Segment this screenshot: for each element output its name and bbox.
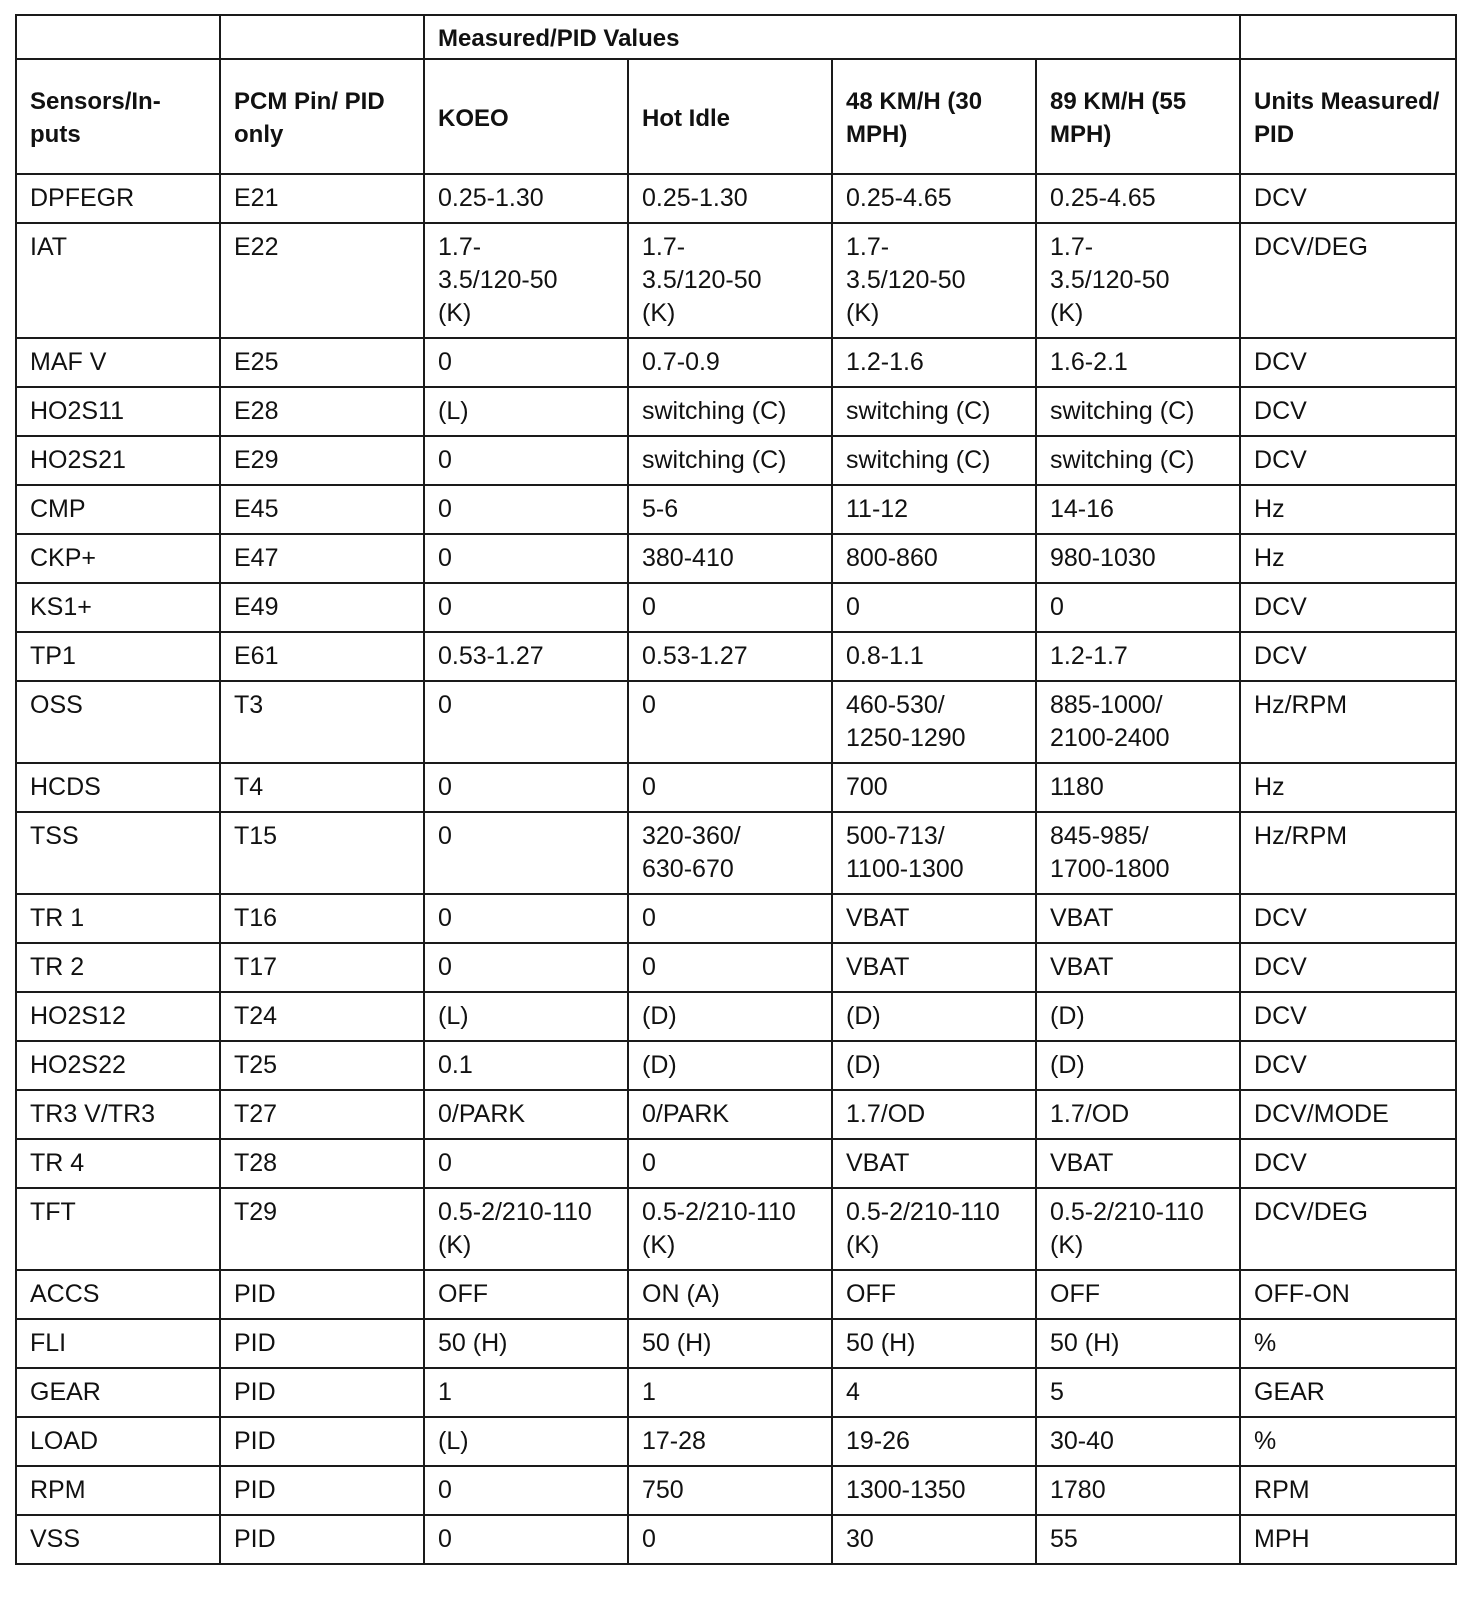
header-blank-3	[1240, 15, 1456, 59]
cell-48kmh: 19-26	[832, 1417, 1036, 1466]
cell-units: Hz	[1240, 763, 1456, 812]
col-header-89kmh: 89 KM/H (55 MPH)	[1036, 59, 1240, 174]
cell-48kmh: VBAT	[832, 1139, 1036, 1188]
cell-sensor: TP1	[16, 632, 220, 681]
cell-units: OFF-ON	[1240, 1270, 1456, 1319]
cell-pin: E29	[220, 436, 424, 485]
cell-48kmh: VBAT	[832, 943, 1036, 992]
cell-89kmh: 0.25-4.65	[1036, 174, 1240, 223]
cell-koeo: 0	[424, 812, 628, 894]
cell-48kmh: 1.7- 3.5/120-50 (K)	[832, 223, 1036, 338]
cell-hot-idle: 0.7-0.9	[628, 338, 832, 387]
cell-48kmh: 0.5-2/210-110 (K)	[832, 1188, 1036, 1270]
cell-units: RPM	[1240, 1466, 1456, 1515]
cell-sensor: HO2S12	[16, 992, 220, 1041]
cell-koeo: (L)	[424, 1417, 628, 1466]
cell-sensor: TSS	[16, 812, 220, 894]
cell-units: Hz/RPM	[1240, 681, 1456, 763]
table-row	[16, 1319, 1456, 1368]
cell-koeo: OFF	[424, 1270, 628, 1319]
cell-sensor: DPFEGR	[16, 174, 220, 223]
cell-sensor: CKP+	[16, 534, 220, 583]
table-row	[16, 583, 1456, 632]
table-row	[16, 1041, 1456, 1090]
header-blank-1	[16, 15, 220, 59]
cell-koeo: 0.1	[424, 1041, 628, 1090]
cell-koeo: 0/PARK	[424, 1090, 628, 1139]
cell-units: MPH	[1240, 1515, 1456, 1564]
cell-pin: PID	[220, 1417, 424, 1466]
cell-89kmh: 845-985/ 1700-1800	[1036, 812, 1240, 894]
table-row	[16, 436, 1456, 485]
cell-sensor: TR 2	[16, 943, 220, 992]
table-body	[16, 174, 1456, 1564]
cell-koeo: 0	[424, 943, 628, 992]
cell-sensor: OSS	[16, 681, 220, 763]
cell-sensor: LOAD	[16, 1417, 220, 1466]
table-row	[16, 681, 1456, 763]
cell-sensor: HO2S11	[16, 387, 220, 436]
cell-sensor: IAT	[16, 223, 220, 338]
cell-hot-idle: 1	[628, 1368, 832, 1417]
cell-89kmh: OFF	[1036, 1270, 1240, 1319]
cell-units: DCV	[1240, 632, 1456, 681]
cell-units: DCV	[1240, 894, 1456, 943]
cell-89kmh: 885-1000/ 2100-2400	[1036, 681, 1240, 763]
cell-hot-idle: 0	[628, 894, 832, 943]
cell-sensor: ACCS	[16, 1270, 220, 1319]
cell-hot-idle: 17-28	[628, 1417, 832, 1466]
cell-48kmh: OFF	[832, 1270, 1036, 1319]
cell-units: %	[1240, 1417, 1456, 1466]
cell-units: DCV/DEG	[1240, 223, 1456, 338]
cell-units: DCV/MODE	[1240, 1090, 1456, 1139]
cell-hot-idle: 0	[628, 681, 832, 763]
table-row	[16, 992, 1456, 1041]
cell-sensor: CMP	[16, 485, 220, 534]
cell-hot-idle: 5-6	[628, 485, 832, 534]
cell-89kmh: 1.6-2.1	[1036, 338, 1240, 387]
table-row	[16, 174, 1456, 223]
table-row	[16, 1090, 1456, 1139]
cell-koeo: 0	[424, 763, 628, 812]
cell-89kmh: 1.2-1.7	[1036, 632, 1240, 681]
cell-sensor: HCDS	[16, 763, 220, 812]
cell-hot-idle: 0.25-1.30	[628, 174, 832, 223]
cell-units: %	[1240, 1319, 1456, 1368]
table-row	[16, 1368, 1456, 1417]
cell-hot-idle: switching (C)	[628, 387, 832, 436]
table-header	[16, 15, 1456, 174]
cell-sensor: TFT	[16, 1188, 220, 1270]
cell-sensor: KS1+	[16, 583, 220, 632]
cell-hot-idle: 0	[628, 1515, 832, 1564]
cell-koeo: 0	[424, 1466, 628, 1515]
cell-89kmh: VBAT	[1036, 1139, 1240, 1188]
cell-pin: T16	[220, 894, 424, 943]
cell-48kmh: switching (C)	[832, 436, 1036, 485]
cell-48kmh: 460-530/ 1250-1290	[832, 681, 1036, 763]
table-row	[16, 943, 1456, 992]
cell-hot-idle: ON (A)	[628, 1270, 832, 1319]
cell-units: DCV	[1240, 992, 1456, 1041]
col-header-koeo: KOEO	[424, 59, 628, 174]
cell-89kmh: 55	[1036, 1515, 1240, 1564]
cell-89kmh: 14-16	[1036, 485, 1240, 534]
cell-units: GEAR	[1240, 1368, 1456, 1417]
cell-pin: E28	[220, 387, 424, 436]
cell-pin: E49	[220, 583, 424, 632]
cell-koeo: 0	[424, 583, 628, 632]
column-header-row	[16, 59, 1456, 174]
cell-units: DCV/DEG	[1240, 1188, 1456, 1270]
cell-pin: E45	[220, 485, 424, 534]
cell-koeo: 0	[424, 534, 628, 583]
cell-48kmh: (D)	[832, 992, 1036, 1041]
cell-sensor: TR 1	[16, 894, 220, 943]
table-row	[16, 534, 1456, 583]
cell-hot-idle: 0	[628, 1139, 832, 1188]
cell-pin: T15	[220, 812, 424, 894]
cell-48kmh: 0	[832, 583, 1036, 632]
cell-sensor: TR 4	[16, 1139, 220, 1188]
cell-units: DCV	[1240, 583, 1456, 632]
cell-hot-idle: 50 (H)	[628, 1319, 832, 1368]
cell-89kmh: 30-40	[1036, 1417, 1240, 1466]
cell-pin: T25	[220, 1041, 424, 1090]
cell-koeo: 0	[424, 681, 628, 763]
cell-48kmh: 50 (H)	[832, 1319, 1036, 1368]
cell-48kmh: 1.2-1.6	[832, 338, 1036, 387]
cell-89kmh: 980-1030	[1036, 534, 1240, 583]
cell-89kmh: 1780	[1036, 1466, 1240, 1515]
cell-48kmh: 500-713/ 1100-1300	[832, 812, 1036, 894]
cell-pin: T4	[220, 763, 424, 812]
cell-89kmh: 0	[1036, 583, 1240, 632]
cell-89kmh: 1.7/OD	[1036, 1090, 1240, 1139]
cell-sensor: RPM	[16, 1466, 220, 1515]
table-row	[16, 812, 1456, 894]
measured-pid-values-header: Measured/PID Values	[424, 15, 1240, 59]
cell-pin: PID	[220, 1515, 424, 1564]
cell-89kmh: 1180	[1036, 763, 1240, 812]
cell-48kmh: switching (C)	[832, 387, 1036, 436]
cell-hot-idle: 1.7- 3.5/120-50 (K)	[628, 223, 832, 338]
cell-sensor: MAF V	[16, 338, 220, 387]
table-row	[16, 387, 1456, 436]
cell-koeo: 0	[424, 894, 628, 943]
cell-hot-idle: 0	[628, 943, 832, 992]
col-header-sensors: Sensors/In- puts	[16, 59, 220, 174]
cell-koeo: 1	[424, 1368, 628, 1417]
cell-sensor: TR3 V/TR3	[16, 1090, 220, 1139]
cell-koeo: 0.5-2/210-110 (K)	[424, 1188, 628, 1270]
cell-hot-idle: 380-410	[628, 534, 832, 583]
cell-hot-idle: 750	[628, 1466, 832, 1515]
cell-hot-idle: 0/PARK	[628, 1090, 832, 1139]
table-row	[16, 1139, 1456, 1188]
cell-89kmh: 50 (H)	[1036, 1319, 1240, 1368]
table-row	[16, 1188, 1456, 1270]
cell-hot-idle: (D)	[628, 992, 832, 1041]
table-row	[16, 632, 1456, 681]
cell-48kmh: (D)	[832, 1041, 1036, 1090]
cell-48kmh: 700	[832, 763, 1036, 812]
cell-units: DCV	[1240, 943, 1456, 992]
table-row	[16, 338, 1456, 387]
cell-pin: PID	[220, 1368, 424, 1417]
cell-koeo: 0.53-1.27	[424, 632, 628, 681]
table-row	[16, 223, 1456, 338]
cell-pin: PID	[220, 1319, 424, 1368]
cell-89kmh: 1.7- 3.5/120-50 (K)	[1036, 223, 1240, 338]
table-row	[16, 1270, 1456, 1319]
cell-pin: T3	[220, 681, 424, 763]
cell-89kmh: switching (C)	[1036, 436, 1240, 485]
table-row	[16, 1515, 1456, 1564]
cell-pin: T24	[220, 992, 424, 1041]
cell-pin: E21	[220, 174, 424, 223]
cell-sensor: FLI	[16, 1319, 220, 1368]
cell-48kmh: 4	[832, 1368, 1036, 1417]
cell-89kmh: (D)	[1036, 1041, 1240, 1090]
cell-pin: T28	[220, 1139, 424, 1188]
cell-pin: E47	[220, 534, 424, 583]
cell-pin: T17	[220, 943, 424, 992]
cell-hot-idle: 0	[628, 763, 832, 812]
cell-units: DCV	[1240, 387, 1456, 436]
cell-48kmh: 1300-1350	[832, 1466, 1036, 1515]
table-row	[16, 894, 1456, 943]
cell-89kmh: switching (C)	[1036, 387, 1240, 436]
cell-48kmh: 1.7/OD	[832, 1090, 1036, 1139]
cell-units: DCV	[1240, 174, 1456, 223]
cell-48kmh: VBAT	[832, 894, 1036, 943]
cell-koeo: 0	[424, 1515, 628, 1564]
cell-hot-idle: 320-360/ 630-670	[628, 812, 832, 894]
cell-89kmh: VBAT	[1036, 943, 1240, 992]
cell-hot-idle: 0.5-2/210-110 (K)	[628, 1188, 832, 1270]
cell-koeo: 1.7- 3.5/120-50 (K)	[424, 223, 628, 338]
cell-89kmh: VBAT	[1036, 894, 1240, 943]
cell-koeo: 0	[424, 338, 628, 387]
cell-89kmh: 0.5-2/210-110 (K)	[1036, 1188, 1240, 1270]
cell-koeo: 50 (H)	[424, 1319, 628, 1368]
table-row	[16, 485, 1456, 534]
header-blank-2	[220, 15, 424, 59]
cell-units: Hz	[1240, 534, 1456, 583]
cell-units: DCV	[1240, 436, 1456, 485]
cell-koeo: 0	[424, 485, 628, 534]
cell-pin: E22	[220, 223, 424, 338]
pid-values-table	[15, 14, 1457, 1565]
cell-sensor: VSS	[16, 1515, 220, 1564]
table-row	[16, 1417, 1456, 1466]
col-header-units: Units Measured/ PID	[1240, 59, 1456, 174]
cell-pin: PID	[220, 1270, 424, 1319]
cell-units: DCV	[1240, 1041, 1456, 1090]
cell-48kmh: 0.25-4.65	[832, 174, 1036, 223]
cell-89kmh: 5	[1036, 1368, 1240, 1417]
cell-48kmh: 30	[832, 1515, 1036, 1564]
cell-89kmh: (D)	[1036, 992, 1240, 1041]
table-row	[16, 763, 1456, 812]
cell-hot-idle: switching (C)	[628, 436, 832, 485]
cell-koeo: (L)	[424, 387, 628, 436]
cell-koeo: 0	[424, 1139, 628, 1188]
cell-pin: T29	[220, 1188, 424, 1270]
cell-hot-idle: (D)	[628, 1041, 832, 1090]
cell-koeo: 0.25-1.30	[424, 174, 628, 223]
header-group-row	[16, 15, 1456, 59]
cell-pin: T27	[220, 1090, 424, 1139]
cell-units: Hz/RPM	[1240, 812, 1456, 894]
cell-sensor: GEAR	[16, 1368, 220, 1417]
cell-koeo: (L)	[424, 992, 628, 1041]
col-header-hot-idle: Hot Idle	[628, 59, 832, 174]
cell-48kmh: 0.8-1.1	[832, 632, 1036, 681]
cell-48kmh: 800-860	[832, 534, 1036, 583]
cell-hot-idle: 0	[628, 583, 832, 632]
cell-units: Hz	[1240, 485, 1456, 534]
cell-hot-idle: 0.53-1.27	[628, 632, 832, 681]
cell-pin: E61	[220, 632, 424, 681]
cell-pin: PID	[220, 1466, 424, 1515]
cell-48kmh: 11-12	[832, 485, 1036, 534]
cell-units: DCV	[1240, 1139, 1456, 1188]
cell-pin: E25	[220, 338, 424, 387]
table-row	[16, 1466, 1456, 1515]
cell-sensor: HO2S21	[16, 436, 220, 485]
cell-units: DCV	[1240, 338, 1456, 387]
cell-koeo: 0	[424, 436, 628, 485]
col-header-48kmh: 48 KM/H (30 MPH)	[832, 59, 1036, 174]
cell-sensor: HO2S22	[16, 1041, 220, 1090]
col-header-pcm-pin: PCM Pin/ PID only	[220, 59, 424, 174]
